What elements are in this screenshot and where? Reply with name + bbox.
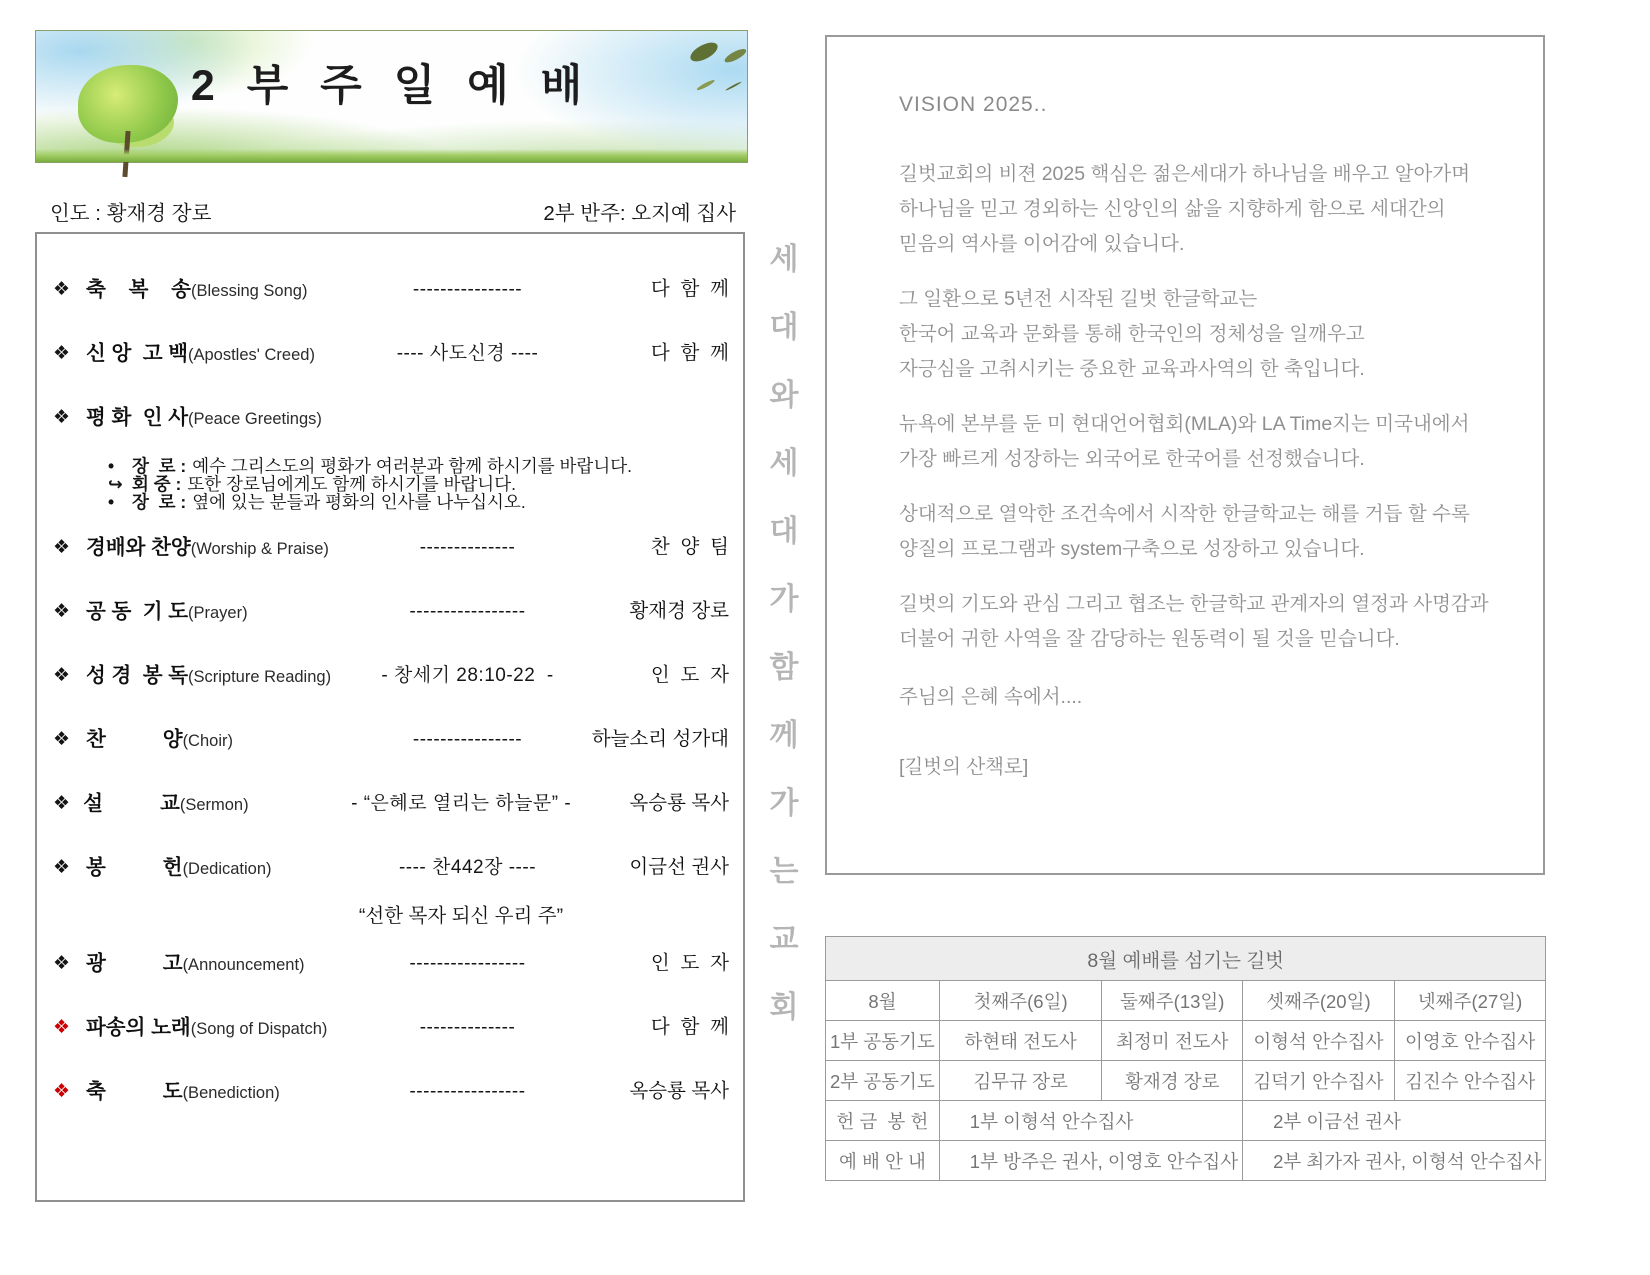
bullet-icon: • xyxy=(108,456,115,476)
worship-item-assignee: 옥승룡 목사 xyxy=(629,792,729,814)
worship-item-detail: ----------------- xyxy=(409,953,526,974)
worship-item-label xyxy=(86,1014,378,1043)
worship-item-detail: - “은혜로 열리는 하늘문” - xyxy=(351,793,572,814)
worship-item-assignee: 다 함 께 xyxy=(650,1016,729,1038)
worship-item-korean: 축 도 xyxy=(86,1080,183,1103)
diamond-icon: ❖ xyxy=(53,857,71,878)
diamond-icon: ❖ xyxy=(53,729,71,750)
vision-line: 가장 빠르게 성장하는 외국어로 한국어를 선정했습니다. xyxy=(899,448,1365,470)
speaker-label: 장 로 : xyxy=(132,456,187,476)
worship-item xyxy=(53,534,729,563)
worship-item-assignee: 황재경 장로 xyxy=(629,600,729,622)
bullet-icon: ↪ xyxy=(108,474,123,494)
worship-item xyxy=(53,662,729,691)
hymn-subtitle: “선한 목자 되신 우리 주” xyxy=(358,905,564,927)
table-header-cell: 8월 xyxy=(826,981,940,1021)
diamond-icon: ❖ xyxy=(53,407,71,428)
vision-line: 길벗교회의 비젼 2025 핵심은 젊은세대가 하나님을 배우고 알아가며 xyxy=(899,163,1471,185)
vision-line: 한국어 교육과 문화를 통해 한국인의 정체성을 일깨우고 xyxy=(899,323,1365,345)
worship-item-detail: ---- 찬442장 ---- xyxy=(398,857,537,878)
worship-item xyxy=(53,1014,729,1043)
worship-item-label xyxy=(86,598,378,627)
vision-paragraph xyxy=(899,497,1503,567)
worship-item xyxy=(53,1078,729,1107)
worship-item xyxy=(53,854,729,883)
motto-char: 세 xyxy=(769,447,799,480)
vision-closing: 주님의 은혜 속에서.... xyxy=(899,686,1083,708)
vision-paragraphs xyxy=(899,157,1503,657)
worship-item-label xyxy=(86,854,378,883)
peace-greeting-lines xyxy=(53,452,729,516)
table-header-cell: 셋째주(20일) xyxy=(1243,981,1395,1021)
worship-item-korean: 축 복 송 xyxy=(86,278,191,301)
vision-line: 양질의 프로그램과 system구축으로 성장하고 있습니다. xyxy=(899,538,1365,560)
motto-char: 가 xyxy=(769,583,799,616)
worship-item-detail: -------------- xyxy=(419,1017,516,1038)
grass-art xyxy=(36,149,747,162)
worship-item-detail: ----------------- xyxy=(409,1081,526,1102)
motto-char: 와 xyxy=(769,379,799,412)
table-header-cell: 넷째주(27일) xyxy=(1394,981,1546,1021)
table-row xyxy=(826,1141,1546,1181)
worship-order-box xyxy=(35,232,745,1202)
worship-item-korean: 성 경 봉 독 xyxy=(86,664,188,687)
motto-char: 회 xyxy=(769,991,799,1024)
table-cell: 김무규 장로 xyxy=(939,1061,1102,1101)
worship-item-english: (Prayer) xyxy=(188,604,248,622)
peace-greeting-line xyxy=(108,488,729,516)
worship-item-label xyxy=(86,1078,378,1107)
service-accompanist: 2부 반주: 오지예 집사 xyxy=(543,202,736,225)
diamond-icon: ❖ xyxy=(53,279,71,300)
worship-item-english: (Benediction) xyxy=(182,1084,280,1102)
motto-char: 가 xyxy=(769,787,799,820)
vision-footer: [길벗의 산책로] xyxy=(899,756,1029,778)
worship-item-label xyxy=(86,726,378,755)
diamond-icon: ❖ xyxy=(53,1017,71,1038)
worship-item-label xyxy=(86,404,378,433)
worship-item-assignee: 옥승룡 목사 xyxy=(629,1080,729,1102)
worship-item-assignee: 찬 양 팀 xyxy=(650,536,729,558)
page-title: 2 부 주 일 예 배 xyxy=(190,61,593,110)
diamond-icon: ❖ xyxy=(53,601,71,622)
speaker-text: 옆에 있는 분들과 평화의 인사를 나누십시오. xyxy=(192,492,526,512)
vision-paragraph xyxy=(899,587,1503,657)
worship-item-detail: ---------------- xyxy=(412,279,523,300)
vision-line: 그 일환으로 5년전 시작된 길벗 한글학교는 xyxy=(899,288,1258,310)
worship-item-assignee: 인 도 자 xyxy=(650,664,729,686)
worship-item xyxy=(53,276,729,305)
table-cell: 2부 최가자 권사, 이형석 안수집사 xyxy=(1243,1141,1546,1181)
worship-item-label xyxy=(83,790,351,819)
worship-item-korean: 찬 양 xyxy=(86,728,183,751)
motto-char: 대 xyxy=(769,515,799,548)
vision-line: 더불어 귀한 사역을 잘 감당하는 원동력이 될 것을 믿습니다. xyxy=(899,628,1400,650)
vision-title: VISION 2025.. xyxy=(899,93,1048,116)
worship-item-assignee: 다 함 께 xyxy=(650,342,729,364)
table-title-row xyxy=(826,937,1546,981)
worship-item-english: (Apostles' Creed) xyxy=(188,346,315,364)
worship-item-english: (Blessing Song) xyxy=(190,282,308,300)
worship-item-korean: 봉 헌 xyxy=(86,856,183,879)
worship-item-english: (Scripture Reading) xyxy=(188,668,332,686)
table-cell: 1부 방주은 권사, 이영호 안수집사 xyxy=(939,1141,1242,1181)
table-cell: 이영호 안수집사 xyxy=(1394,1021,1546,1061)
worship-order-list xyxy=(53,276,729,1107)
worship-item-label xyxy=(86,662,378,691)
vision-line: 하나님을 믿고 경외하는 신앙인의 삶을 지향하게 함으로 세대간의 xyxy=(899,198,1446,220)
worship-item-english: (Sermon) xyxy=(179,796,249,814)
service-leader: 인도 : 황재경 장로 xyxy=(50,202,212,225)
table-row xyxy=(826,1021,1546,1061)
motto-char: 는 xyxy=(769,855,799,888)
worship-item-korean: 평 화 인 사 xyxy=(86,406,188,429)
table-row xyxy=(826,1061,1546,1101)
worship-item-detail: ----------------- xyxy=(409,601,526,622)
table-header-cell: 첫째주(6일) xyxy=(939,981,1102,1021)
worship-item-assignee: 이금선 권사 xyxy=(629,856,729,878)
motto-char: 세 xyxy=(769,243,799,276)
table-cell: 1부 이형석 안수집사 xyxy=(939,1101,1242,1141)
worship-item xyxy=(53,790,729,819)
worship-item-english: (Dedication) xyxy=(182,860,272,878)
diamond-icon: ❖ xyxy=(53,793,71,814)
table-header-cell: 둘째주(13일) xyxy=(1102,981,1243,1021)
vision-line: 상대적으로 열악한 조건속에서 시작한 한글학교는 해를 거듭 할 수록 xyxy=(899,503,1470,525)
table-header-row xyxy=(826,981,1546,1021)
vision-line: 뉴욕에 본부를 둔 미 현대언어협회(MLA)와 LA Time지는 미국내에서 xyxy=(899,413,1470,435)
bullet-icon: • xyxy=(108,492,115,512)
vision-line: 길벗의 기도와 관심 그리고 협조는 한글학교 관계자의 열정과 사명감과 xyxy=(899,593,1489,615)
worship-item-detail: -------------- xyxy=(419,537,516,558)
table-cell: 1부 공동기도 xyxy=(826,1021,940,1061)
worship-item xyxy=(53,404,729,433)
speaker-label: 회 중 : xyxy=(132,474,182,494)
table-cell: 황재경 장로 xyxy=(1102,1061,1243,1101)
worship-item-english: (Peace Greetings) xyxy=(188,410,322,428)
worship-item-label xyxy=(86,534,378,563)
motto-char: 대 xyxy=(769,311,799,344)
worship-item-detail: - 창세기 28:10-22 - xyxy=(381,665,554,686)
vertical-motto xyxy=(761,234,807,1026)
worship-item-korean: 공 동 기 도 xyxy=(86,600,188,623)
table-cell: 예 배 안 내 xyxy=(826,1141,940,1181)
speaker-text: 또한 장로님에게도 함께 하시기를 바랍니다. xyxy=(187,474,516,494)
vision-box xyxy=(825,35,1545,875)
motto-char: 교 xyxy=(769,923,799,956)
worship-item-assignee: 다 함 께 xyxy=(650,278,729,300)
diamond-icon: ❖ xyxy=(53,953,71,974)
worship-item-english: (Announcement) xyxy=(182,956,305,974)
table-cell: 하현태 전도사 xyxy=(939,1021,1102,1061)
worship-item-label xyxy=(86,340,378,369)
diamond-icon: ❖ xyxy=(53,665,71,686)
worship-item-assignee: 인 도 자 xyxy=(650,952,729,974)
worship-item-korean: 광 고 xyxy=(86,952,183,975)
table-cell: 김덕기 안수집사 xyxy=(1243,1061,1395,1101)
table-cell: 2부 이금선 권사 xyxy=(1243,1101,1546,1141)
vision-line: 자긍심을 고취시키는 중요한 교육과사역의 한 축입니다. xyxy=(899,358,1365,380)
worship-item-korean: 신 앙 고 백 xyxy=(86,342,188,365)
vision-paragraph xyxy=(899,282,1503,387)
worship-item-korean: 설 교 xyxy=(83,792,180,815)
leaders-line xyxy=(50,196,736,226)
diamond-icon: ❖ xyxy=(53,343,71,364)
speaker-text: 예수 그리스도의 평화가 여러분과 함께 하시기를 바랍니다. xyxy=(192,456,632,476)
table-title: 8월 예배를 섬기는 길벗 xyxy=(826,937,1546,981)
diamond-icon: ❖ xyxy=(53,1081,71,1102)
table-cell: 최정미 전도사 xyxy=(1102,1021,1243,1061)
vision-paragraph xyxy=(899,157,1503,262)
diamond-icon: ❖ xyxy=(53,537,71,558)
table-cell: 헌 금 봉 헌 xyxy=(826,1101,940,1141)
table-cell: 이형석 안수집사 xyxy=(1243,1021,1395,1061)
table-row xyxy=(826,1101,1546,1141)
table-cell: 2부 공동기도 xyxy=(826,1061,940,1101)
worship-item-english: (Choir) xyxy=(182,732,233,750)
worship-item xyxy=(53,598,729,627)
speaker-label: 장 로 : xyxy=(132,492,187,512)
worship-item-detail: ---- 사도신경 ---- xyxy=(396,343,539,364)
worship-item-label xyxy=(86,276,378,305)
worship-item-english: (Song of Dispatch) xyxy=(190,1020,328,1038)
worship-item xyxy=(53,950,729,979)
schedule-table xyxy=(825,936,1546,1181)
worship-item-english: (Worship & Praise) xyxy=(190,540,329,558)
worship-banner xyxy=(35,30,748,163)
worship-item xyxy=(53,726,729,755)
table-cell: 김진수 안수집사 xyxy=(1394,1061,1546,1101)
motto-char: 께 xyxy=(769,719,799,752)
worship-item-detail: ---------------- xyxy=(412,729,523,750)
worship-item-label xyxy=(86,950,378,979)
worship-item-assignee: 하늘소리 성가대 xyxy=(591,728,729,750)
worship-item xyxy=(53,340,729,369)
vision-paragraph xyxy=(899,407,1503,477)
worship-item-korean: 경배와 찬양 xyxy=(86,536,191,559)
vision-line: 믿음의 역사를 이어감에 있습니다. xyxy=(899,233,1185,255)
worship-item-korean: 파송의 노래 xyxy=(86,1016,191,1039)
motto-char: 함 xyxy=(769,651,799,684)
